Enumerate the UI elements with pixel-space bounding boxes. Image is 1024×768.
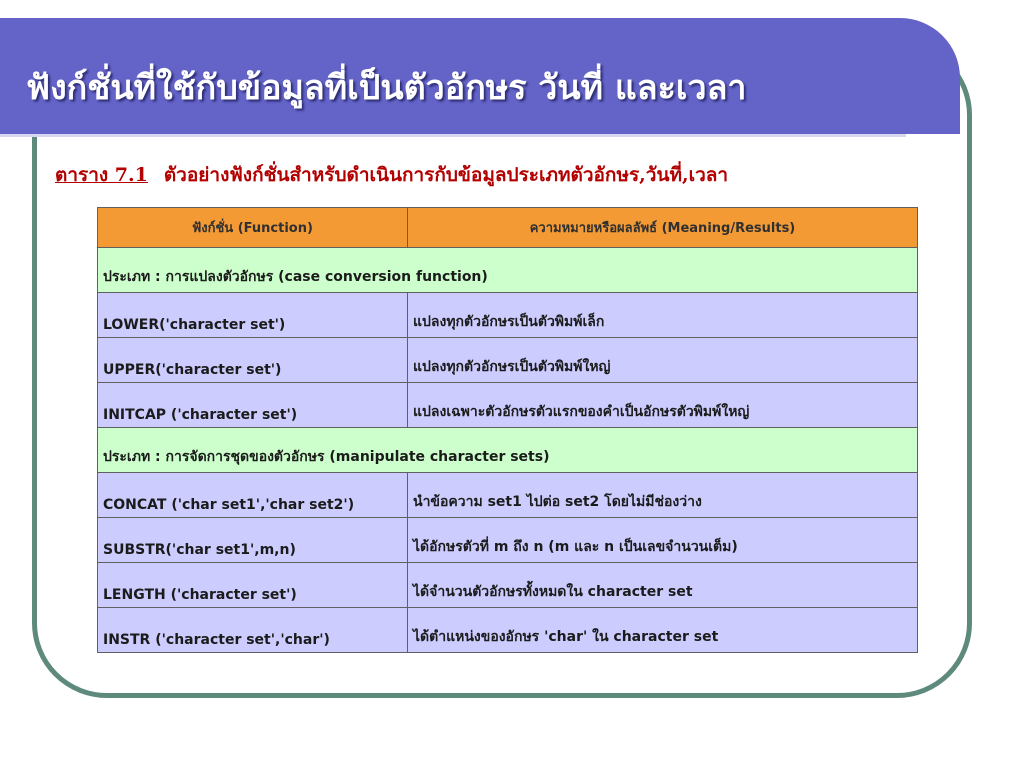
group-label: ประเภท : การจัดการชุดของตัวอักษร (manipulate character sets) <box>98 428 918 473</box>
table-row <box>98 293 918 338</box>
function-cell: LOWER('character set') <box>98 293 408 338</box>
table-row <box>98 608 918 653</box>
group-row <box>98 428 918 473</box>
meaning-cell: แปลงเฉพาะตัวอักษรตัวแรกของคำเป็นอักษรตัวพิมพ์ใหญ่ <box>408 383 918 428</box>
meaning-cell: แปลงทุกตัวอักษรเป็นตัวพิมพ์เล็ก <box>408 293 918 338</box>
group-label: ประเภท : การแปลงตัวอักษร (case conversion function) <box>98 248 918 293</box>
table-caption-ref: ตาราง 7.1 <box>55 164 148 186</box>
table-row <box>98 383 918 428</box>
function-cell: INITCAP ('character set') <box>98 383 408 428</box>
table-caption <box>55 160 935 190</box>
table-caption-text: ตัวอย่างฟังก์ชั่นสำหรับดำเนินการกับข้อมูลประเภทตัวอักษร,วันที่,เวลา <box>163 164 729 186</box>
table-row <box>98 338 918 383</box>
title-underline <box>0 134 906 137</box>
function-cell: CONCAT ('char set1','char set2') <box>98 473 408 518</box>
table-row <box>98 518 918 563</box>
table-row <box>98 563 918 608</box>
function-cell: UPPER('character set') <box>98 338 408 383</box>
table-header-row <box>98 208 918 248</box>
table-row <box>98 473 918 518</box>
slide-title: ฟังก์ชั่นที่ใช้กับข้อมูลที่เป็นตัวอักษร วันที่ และเวลา <box>26 68 747 108</box>
meaning-cell: แปลงทุกตัวอักษรเป็นตัวพิมพ์ใหญ่ <box>408 338 918 383</box>
header-meaning: ความหมายหรือผลลัพธ์ (Meaning/Results) <box>408 208 918 248</box>
function-table <box>97 207 918 653</box>
function-cell: SUBSTR('char set1',m,n) <box>98 518 408 563</box>
function-cell: LENGTH ('character set') <box>98 563 408 608</box>
meaning-cell: นำข้อความ set1 ไปต่อ set2 โดยไม่มีช่องว่าง <box>408 473 918 518</box>
meaning-cell: ได้ตำแหน่งของอักษร 'char' ใน character set <box>408 608 918 653</box>
function-table-wrap <box>97 207 917 653</box>
group-row <box>98 248 918 293</box>
meaning-cell: ได้จำนวนตัวอักษรทั้งหมดใน character set <box>408 563 918 608</box>
meaning-cell: ได้อักษรตัวที่ m ถึง n (m และ n เป็นเลขจำนวนเต็ม) <box>408 518 918 563</box>
header-function: ฟังก์ชั่น (Function) <box>98 208 408 248</box>
function-cell: INSTR ('character set','char') <box>98 608 408 653</box>
